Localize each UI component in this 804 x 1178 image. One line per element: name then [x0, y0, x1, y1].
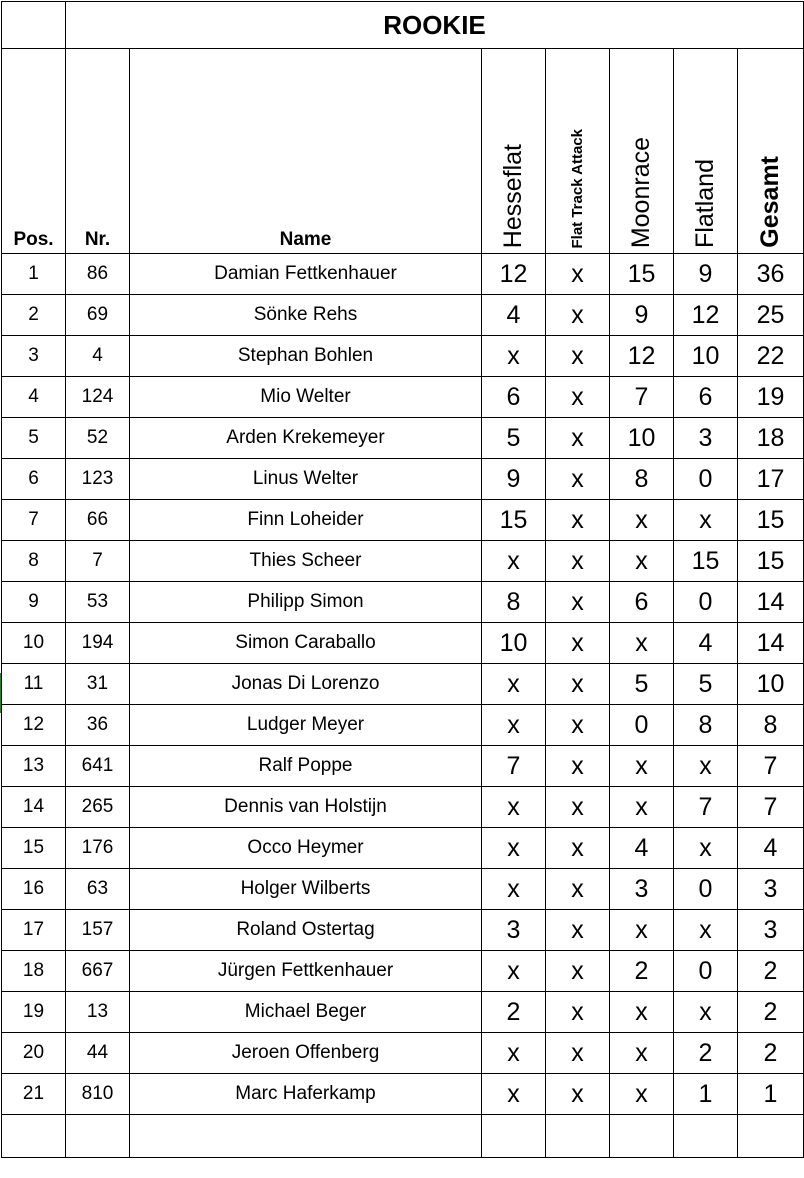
table-row — [2, 828, 804, 869]
score-cell: x — [546, 254, 610, 295]
pos-cell: 16 — [2, 869, 66, 910]
nr-cell: 810 — [66, 1074, 130, 1115]
total-cell: 22 — [738, 336, 804, 377]
score-cell: x — [546, 910, 610, 951]
total-cell: 19 — [738, 377, 804, 418]
score-cell: x — [546, 1033, 610, 1074]
total-cell: 1 — [738, 1074, 804, 1115]
name-cell: Jonas Di Lorenzo — [130, 664, 482, 705]
name-cell: Marc Haferkamp — [130, 1074, 482, 1115]
score-cell: 5 — [610, 664, 674, 705]
nr-cell: 176 — [66, 828, 130, 869]
header-event-1-label: Hesseflat — [499, 143, 527, 248]
score-cell: x — [610, 746, 674, 787]
table-row — [2, 992, 804, 1033]
score-cell: 3 — [482, 910, 546, 951]
name-cell: Holger Wilberts — [130, 869, 482, 910]
header-event-4-label: Flatland — [691, 159, 719, 248]
score-cell: x — [610, 500, 674, 541]
score-cell: x — [546, 295, 610, 336]
score-cell: x — [610, 787, 674, 828]
name-cell: Jürgen Fettkenhauer — [130, 951, 482, 992]
total-cell: 3 — [738, 869, 804, 910]
score-cell: 7 — [482, 746, 546, 787]
nr-cell: 641 — [66, 746, 130, 787]
score-cell: x — [546, 787, 610, 828]
nr-cell: 667 — [66, 951, 130, 992]
score-cell: x — [546, 623, 610, 664]
empty-cell — [610, 1115, 674, 1158]
score-cell: 0 — [674, 459, 738, 500]
empty-cell — [482, 1115, 546, 1158]
nr-cell: 4 — [66, 336, 130, 377]
score-cell: 8 — [482, 582, 546, 623]
total-cell: 7 — [738, 746, 804, 787]
pos-cell: 20 — [2, 1033, 66, 1074]
score-cell: x — [546, 705, 610, 746]
name-cell: Michael Beger — [130, 992, 482, 1033]
name-cell: Damian Fettkenhauer — [130, 254, 482, 295]
nr-cell: 44 — [66, 1033, 130, 1074]
results-table — [1, 1, 804, 1158]
pos-cell: 13 — [2, 746, 66, 787]
score-cell: 6 — [482, 377, 546, 418]
empty-cell — [738, 1115, 804, 1158]
table-row — [2, 623, 804, 664]
score-cell: 6 — [610, 582, 674, 623]
total-cell: 18 — [738, 418, 804, 459]
score-cell: 2 — [674, 1033, 738, 1074]
score-cell: 15 — [610, 254, 674, 295]
pos-cell: 21 — [2, 1074, 66, 1115]
name-cell: Mio Welter — [130, 377, 482, 418]
score-cell: 0 — [610, 705, 674, 746]
score-cell: x — [546, 418, 610, 459]
nr-cell: 52 — [66, 418, 130, 459]
score-cell: 8 — [674, 705, 738, 746]
header-row — [2, 49, 804, 254]
pos-cell: 14 — [2, 787, 66, 828]
nr-cell: 63 — [66, 869, 130, 910]
score-cell: 12 — [610, 336, 674, 377]
score-cell: 10 — [610, 418, 674, 459]
name-cell: Roland Ostertag — [130, 910, 482, 951]
table-row — [2, 1033, 804, 1074]
table-row — [2, 787, 804, 828]
score-cell: x — [482, 541, 546, 582]
score-cell: x — [610, 541, 674, 582]
score-cell: 7 — [610, 377, 674, 418]
table-row — [2, 582, 804, 623]
nr-cell: 86 — [66, 254, 130, 295]
name-cell: Philipp Simon — [130, 582, 482, 623]
header-event-2-label: Flat Track Attack — [569, 128, 586, 248]
total-cell: 2 — [738, 992, 804, 1033]
score-cell: x — [482, 1074, 546, 1115]
score-cell: 4 — [482, 295, 546, 336]
score-cell: x — [482, 869, 546, 910]
pos-cell: 2 — [2, 295, 66, 336]
table-title: ROOKIE — [66, 2, 804, 49]
score-cell: x — [482, 336, 546, 377]
total-cell: 14 — [738, 582, 804, 623]
score-cell: 3 — [674, 418, 738, 459]
score-cell: x — [610, 1033, 674, 1074]
total-cell: 2 — [738, 951, 804, 992]
name-cell: Finn Loheider — [130, 500, 482, 541]
name-cell: Ludger Meyer — [130, 705, 482, 746]
score-cell: 2 — [482, 992, 546, 1033]
score-cell: 0 — [674, 582, 738, 623]
table-row — [2, 541, 804, 582]
score-cell: 7 — [674, 787, 738, 828]
empty-cell — [130, 1115, 482, 1158]
table-row — [2, 664, 804, 705]
total-cell: 36 — [738, 254, 804, 295]
score-cell: x — [482, 787, 546, 828]
score-cell: 0 — [674, 951, 738, 992]
pos-cell: 4 — [2, 377, 66, 418]
nr-cell: 265 — [66, 787, 130, 828]
pos-cell: 12 — [2, 705, 66, 746]
nr-cell: 123 — [66, 459, 130, 500]
pos-cell: 5 — [2, 418, 66, 459]
table-row — [2, 336, 804, 377]
score-cell: x — [482, 951, 546, 992]
title-corner-cell — [2, 2, 66, 49]
table-row — [2, 910, 804, 951]
total-cell: 4 — [738, 828, 804, 869]
total-cell: 25 — [738, 295, 804, 336]
header-pos: Pos. — [2, 49, 66, 254]
nr-cell: 31 — [66, 664, 130, 705]
pos-cell: 9 — [2, 582, 66, 623]
table-row — [2, 705, 804, 746]
total-cell: 14 — [738, 623, 804, 664]
total-cell: 17 — [738, 459, 804, 500]
score-cell: x — [610, 910, 674, 951]
pos-cell: 17 — [2, 910, 66, 951]
score-cell: x — [482, 1033, 546, 1074]
score-cell: 2 — [610, 951, 674, 992]
score-cell: x — [674, 992, 738, 1033]
name-cell: Dennis van Holstijn — [130, 787, 482, 828]
table-row — [2, 1074, 804, 1115]
pos-cell: 10 — [2, 623, 66, 664]
score-cell: x — [482, 828, 546, 869]
score-cell: x — [482, 705, 546, 746]
table-row — [2, 500, 804, 541]
header-event-4 — [674, 49, 738, 254]
score-cell: x — [674, 828, 738, 869]
nr-cell: 157 — [66, 910, 130, 951]
score-cell: 15 — [674, 541, 738, 582]
score-cell: x — [610, 992, 674, 1033]
score-cell: 15 — [482, 500, 546, 541]
header-event-1 — [482, 49, 546, 254]
table-row — [2, 746, 804, 787]
score-cell: x — [546, 664, 610, 705]
pos-cell: 8 — [2, 541, 66, 582]
nr-cell: 194 — [66, 623, 130, 664]
name-cell: Thies Scheer — [130, 541, 482, 582]
score-cell: 12 — [674, 295, 738, 336]
score-cell: 9 — [610, 295, 674, 336]
nr-cell: 53 — [66, 582, 130, 623]
nr-cell: 66 — [66, 500, 130, 541]
total-cell: 15 — [738, 500, 804, 541]
score-cell: 12 — [482, 254, 546, 295]
empty-cell — [66, 1115, 130, 1158]
empty-cell — [2, 1115, 66, 1158]
score-cell: x — [546, 582, 610, 623]
title-row — [2, 2, 804, 49]
score-cell: 10 — [482, 623, 546, 664]
nr-cell: 124 — [66, 377, 130, 418]
header-event-3 — [610, 49, 674, 254]
score-cell: 9 — [674, 254, 738, 295]
score-cell: x — [674, 500, 738, 541]
score-cell: x — [546, 541, 610, 582]
name-cell: Arden Krekemeyer — [130, 418, 482, 459]
score-cell: x — [546, 377, 610, 418]
pos-cell: 19 — [2, 992, 66, 1033]
score-cell: 5 — [674, 664, 738, 705]
name-cell: Sönke Rehs — [130, 295, 482, 336]
total-cell: 8 — [738, 705, 804, 746]
score-cell: 4 — [674, 623, 738, 664]
header-event-3-label: Moonrace — [627, 136, 655, 248]
score-cell: x — [546, 500, 610, 541]
total-cell: 3 — [738, 910, 804, 951]
total-cell: 15 — [738, 541, 804, 582]
nr-cell: 69 — [66, 295, 130, 336]
score-cell: x — [546, 828, 610, 869]
pos-cell: 11 — [2, 664, 66, 705]
pos-cell: 6 — [2, 459, 66, 500]
score-cell: x — [546, 992, 610, 1033]
score-cell: 8 — [610, 459, 674, 500]
score-cell: 10 — [674, 336, 738, 377]
score-cell: 0 — [674, 869, 738, 910]
empty-row — [2, 1115, 804, 1158]
table-row — [2, 295, 804, 336]
table-row — [2, 951, 804, 992]
score-cell: x — [674, 746, 738, 787]
header-event-2 — [546, 49, 610, 254]
empty-cell — [674, 1115, 738, 1158]
score-cell: x — [482, 664, 546, 705]
total-cell: 10 — [738, 664, 804, 705]
score-cell: x — [610, 1074, 674, 1115]
name-cell: Simon Caraballo — [130, 623, 482, 664]
score-cell: 6 — [674, 377, 738, 418]
score-cell: x — [546, 951, 610, 992]
table-row — [2, 459, 804, 500]
score-cell: x — [610, 623, 674, 664]
pos-cell: 15 — [2, 828, 66, 869]
score-cell: 5 — [482, 418, 546, 459]
score-cell: 4 — [610, 828, 674, 869]
name-cell: Stephan Bohlen — [130, 336, 482, 377]
nr-cell: 36 — [66, 705, 130, 746]
nr-cell: 7 — [66, 541, 130, 582]
total-cell: 7 — [738, 787, 804, 828]
score-cell: 3 — [610, 869, 674, 910]
score-cell: x — [546, 336, 610, 377]
name-cell: Linus Welter — [130, 459, 482, 500]
score-cell: x — [546, 1074, 610, 1115]
score-cell: x — [546, 869, 610, 910]
table-row — [2, 869, 804, 910]
score-cell: 9 — [482, 459, 546, 500]
total-cell: 2 — [738, 1033, 804, 1074]
name-cell: Occo Heymer — [130, 828, 482, 869]
pos-cell: 18 — [2, 951, 66, 992]
table-row — [2, 377, 804, 418]
score-cell: x — [546, 459, 610, 500]
header-total-label: Gesamt — [756, 156, 784, 248]
pos-cell: 7 — [2, 500, 66, 541]
header-name: Name — [130, 49, 482, 254]
empty-cell — [546, 1115, 610, 1158]
name-cell: Ralf Poppe — [130, 746, 482, 787]
pos-cell: 1 — [2, 254, 66, 295]
table-row — [2, 418, 804, 459]
score-cell: x — [546, 746, 610, 787]
nr-cell: 13 — [66, 992, 130, 1033]
pos-cell: 3 — [2, 336, 66, 377]
header-total — [738, 49, 804, 254]
score-cell: 1 — [674, 1074, 738, 1115]
name-cell: Jeroen Offenberg — [130, 1033, 482, 1074]
table-row — [2, 254, 804, 295]
score-cell: x — [674, 910, 738, 951]
header-nr: Nr. — [66, 49, 130, 254]
